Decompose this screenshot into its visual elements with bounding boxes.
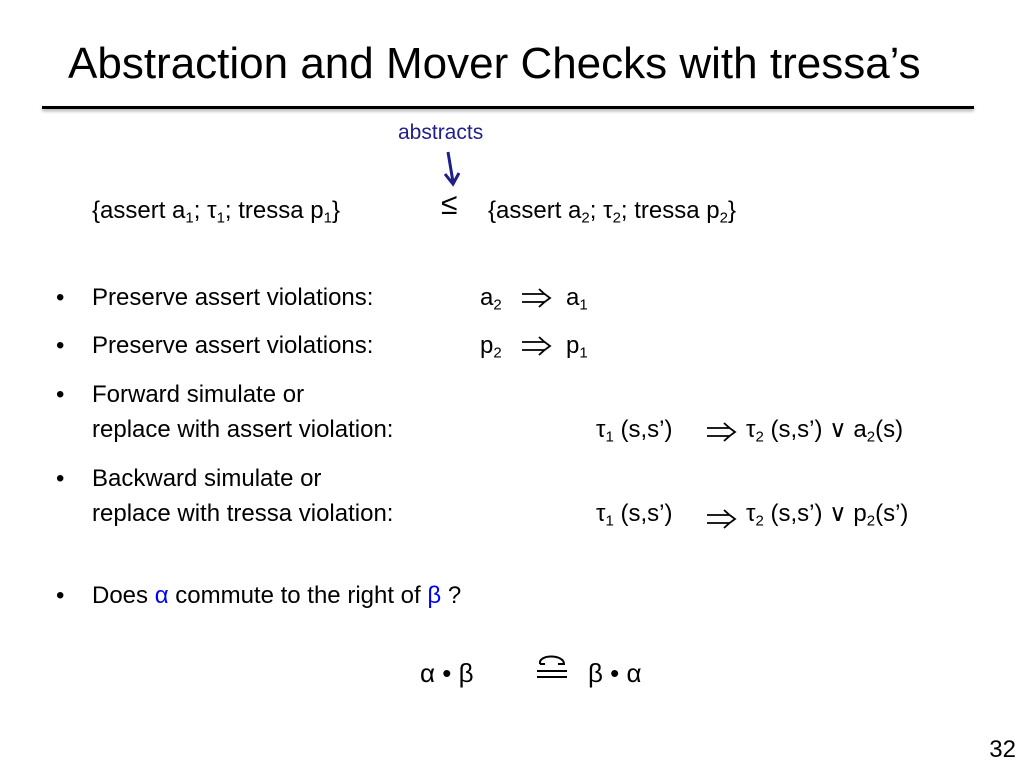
bullet-1-label: Preserve assert violations: — [92, 284, 374, 311]
commute-rhs: β • α — [588, 658, 642, 688]
down-arrow-icon — [442, 150, 462, 188]
bullet-2-formula: $p_2$ — [480, 332, 502, 362]
bullet-4-line2: replace with tressa violation: — [92, 500, 394, 527]
bullet-3-line2: replace with assert violation: — [92, 416, 394, 443]
slide-title: Abstraction and Mover Checks with tressa’s — [68, 39, 921, 88]
abstracts-label: abstracts — [398, 121, 484, 144]
beta-symbol: β — [427, 582, 442, 609]
bullet-2-label: Preserve assert violations: — [92, 332, 374, 359]
bullet-3-formula-rhs: $\tau_2$ (s,s’) ∨ $a_2(s)$ — [746, 416, 904, 446]
bullet-3-line1: Forward simulate or — [92, 381, 305, 408]
bullet-1-formula-rhs: $a_1$ — [566, 284, 588, 314]
bullet-4-formula-rhs: $\tau_2$ (s,s’) ∨ $p_2(s’)$ — [746, 500, 909, 530]
implies-arrow-icon — [705, 421, 737, 443]
bullet-3-formula-lhs: $\tau_1$ (s,s’) — [596, 416, 673, 446]
bullet-5-text: Does α commute to the right of β ? — [92, 582, 462, 609]
commute-lhs: α • β — [420, 658, 474, 688]
alpha-symbol: α — [154, 582, 169, 609]
page-number: 32 — [989, 736, 1016, 763]
formula-right: {assert $a_2$; $\tau_2$; tressa $p_2$} — [488, 197, 736, 227]
bullet-4-line1: Backward simulate or — [92, 465, 322, 492]
implies-arrow-icon — [705, 508, 737, 530]
implies-arrow-icon — [520, 335, 552, 357]
formula-left: {assert $a_1$; $\tau_1$; tressa $p_1$} — [92, 197, 340, 227]
bullet-1-formula: $a_2$ — [480, 284, 502, 314]
bullet-marker: • — [56, 332, 65, 359]
bullet-marker: • — [56, 381, 65, 408]
title-underline — [42, 106, 974, 109]
bullet-marker: • — [56, 465, 65, 492]
bullet-marker: • — [56, 284, 65, 311]
relation-symbol: ≤ — [441, 188, 458, 221]
omega-equal-icon — [534, 652, 570, 682]
bullet-4-formula-lhs: $\tau_1$ (s,s’) — [596, 500, 673, 530]
bullet-2-formula-rhs: $p_1$ — [566, 332, 588, 362]
implies-arrow-icon — [520, 287, 552, 309]
bullet-marker: • — [56, 582, 65, 609]
